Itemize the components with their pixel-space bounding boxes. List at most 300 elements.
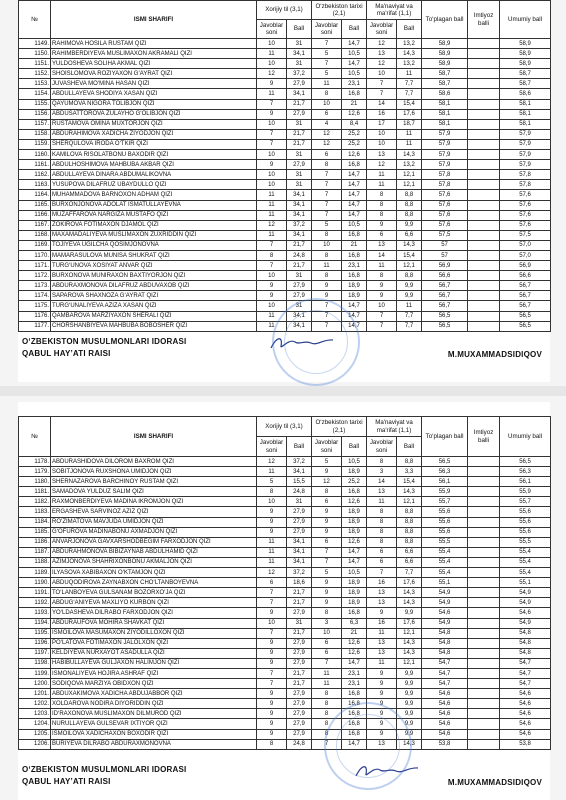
history-ball: 14,7 [342, 59, 367, 69]
history-ball: 18,9 [342, 517, 367, 527]
student-name: ABDUSATTOROVA ZULAYHO G‘OLIBJON QIZI [51, 109, 257, 119]
student-name: YUSUPOVA DILAFRUZ UBAYDULLO QIZI [51, 180, 257, 190]
total-points: 56,3 [422, 467, 468, 477]
table-row [19, 719, 551, 729]
student-name: SOBITJONOVA RUXSHONA UMIDJON QIZI [51, 467, 257, 477]
history-ball: 14,7 [342, 311, 367, 321]
total-points: 54,8 [422, 648, 468, 658]
overall-ball: 56,1 [500, 477, 551, 487]
history-correct: 11 [312, 679, 342, 689]
foreign-language-ball: 31 [287, 271, 312, 281]
history-ball: 18,9 [342, 507, 367, 517]
foreign-language-ball: 27,9 [287, 160, 312, 170]
spirituality-ball: 14,3 [397, 638, 422, 648]
total-points: 56,7 [422, 301, 468, 311]
foreign-language-ball: 27,9 [287, 699, 312, 709]
privilege-ball [468, 527, 500, 537]
privilege-ball [468, 291, 500, 301]
spirituality-ball: 9,9 [397, 220, 422, 230]
row-number: 1173. [19, 281, 51, 291]
history-ball: 12,6 [342, 648, 367, 658]
spirituality-correct: 9 [367, 281, 397, 291]
foreign-language-correct: 9 [257, 281, 287, 291]
spirituality-ball: 7,7 [397, 89, 422, 99]
foreign-language-correct: 11 [257, 547, 287, 557]
history-ball: 16,8 [342, 271, 367, 281]
history-correct: 10 [312, 628, 342, 638]
privilege-ball [468, 230, 500, 240]
privilege-ball [468, 628, 500, 638]
history-ball: 14,7 [342, 170, 367, 180]
foreign-language-ball: 21,7 [287, 679, 312, 689]
overall-ball: 54,8 [500, 648, 551, 658]
privilege-ball [468, 557, 500, 567]
total-points: 57,6 [422, 210, 468, 220]
history-correct: 9 [312, 598, 342, 608]
foreign-language-correct: 10 [257, 39, 287, 49]
foreign-language-correct: 7 [257, 139, 287, 149]
foreign-language-correct: 12 [257, 220, 287, 230]
foreign-language-correct: 11 [257, 200, 287, 210]
spirituality-ball: 12,1 [397, 170, 422, 180]
overall-ball: 57,0 [500, 250, 551, 260]
col-overall-header: Umumiy ball [500, 417, 551, 457]
history-ball: 18,9 [342, 598, 367, 608]
total-points: 54,9 [422, 618, 468, 628]
table-row [19, 638, 551, 648]
total-points: 56,5 [422, 457, 468, 467]
table-row [19, 568, 551, 578]
row-number: 1170. [19, 250, 51, 260]
privilege-ball [468, 699, 500, 709]
foreign-language-ball: 31 [287, 618, 312, 628]
history-ball: 16,8 [342, 160, 367, 170]
history-correct: 7 [312, 311, 342, 321]
spirituality-correct: 8 [367, 210, 397, 220]
history-ball: 23,1 [342, 679, 367, 689]
spirituality-correct: 11 [367, 180, 397, 190]
privilege-ball [468, 180, 500, 190]
privilege-ball [468, 210, 500, 220]
foreign-language-ball: 27,9 [287, 648, 312, 658]
student-name: ABDULHOSHIMOVA MAHBUBA AKBAR QIZI [51, 160, 257, 170]
overall-ball: 58,9 [500, 39, 551, 49]
privilege-ball [468, 311, 500, 321]
student-name: ABDULLAYEVA SHODIYA XASAN QIZI [51, 89, 257, 99]
table-row [19, 220, 551, 230]
history-correct: 7 [312, 200, 342, 210]
table-row [19, 119, 551, 129]
table-row [19, 668, 551, 678]
row-number: 1175. [19, 301, 51, 311]
total-points: 57,9 [422, 129, 468, 139]
student-name: ERGASHEVA SARVINOZ AZIZ QIZI [51, 507, 257, 517]
spirituality-ball: 13,2 [397, 160, 422, 170]
table-row [19, 261, 551, 271]
foreign-language-ball: 31 [287, 59, 312, 69]
spirituality-correct: 9 [367, 608, 397, 618]
spirituality-correct: 12 [367, 39, 397, 49]
overall-ball: 56,5 [500, 457, 551, 467]
foreign-language-ball: 31 [287, 180, 312, 190]
spirituality-correct: 11 [367, 170, 397, 180]
privilege-ball [468, 658, 500, 668]
history-ball: 16,8 [342, 689, 367, 699]
signer-name: M.MUXAMMADSIDIQOV [447, 778, 542, 787]
table-row [19, 291, 551, 301]
history-ball: 10,5 [342, 49, 367, 59]
student-name: TURG‘UNALIYEVA AZIZA XASAN QIZI [51, 301, 257, 311]
foreign-language-correct: 7 [257, 679, 287, 689]
spirituality-correct: 9 [367, 220, 397, 230]
page-separator [0, 386, 566, 396]
foreign-language-ball: 27,9 [287, 689, 312, 699]
history-ball: 16,8 [342, 699, 367, 709]
spirituality-correct: 7 [367, 79, 397, 89]
results-page-2 [18, 402, 550, 800]
row-number: 1162. [19, 170, 51, 180]
history-ball: 14,7 [342, 739, 367, 749]
row-number: 1152. [19, 69, 51, 79]
history-ball: 16,8 [342, 729, 367, 739]
history-correct: 10 [312, 99, 342, 109]
privilege-ball [468, 537, 500, 547]
spirituality-ball: 11 [397, 69, 422, 79]
foreign-language-ball: 37,2 [287, 568, 312, 578]
overall-ball: 57,0 [500, 240, 551, 250]
history-correct: 9 [312, 588, 342, 598]
history-correct: 7 [312, 59, 342, 69]
foreign-language-correct: 10 [257, 150, 287, 160]
total-points: 56,1 [422, 477, 468, 487]
table-row [19, 69, 551, 79]
row-number: 1197. [19, 648, 51, 658]
row-number: 1198. [19, 658, 51, 668]
history-ball: 16,8 [342, 608, 367, 618]
student-name: RAHIMBERDIYEVA MUSLIMAXON AKRAMALI QIZI [51, 49, 257, 59]
row-number: 1160. [19, 150, 51, 160]
stamp-icon [272, 298, 360, 386]
total-points: 54,6 [422, 699, 468, 709]
student-name: MAMARASULOVA MUNISA SHUKRAT QIZI [51, 250, 257, 260]
col-name-header: ISMI SHARIFI [51, 417, 257, 457]
overall-ball: 58,7 [500, 69, 551, 79]
foreign-language-ball: 34,1 [287, 557, 312, 567]
history-ball: 23,1 [342, 79, 367, 89]
results-page-1 [18, 0, 550, 382]
foreign-language-correct: 7 [257, 240, 287, 250]
spirituality-correct: 10 [367, 139, 397, 149]
history-ball: 12,6 [342, 109, 367, 119]
foreign-language-ball: 37,2 [287, 220, 312, 230]
overall-ball: 53,8 [500, 739, 551, 749]
spirituality-correct: 16 [367, 578, 397, 588]
overall-ball: 54,7 [500, 658, 551, 668]
spirituality-ball: 11 [397, 129, 422, 139]
history-correct: 6 [312, 537, 342, 547]
foreign-language-correct: 7 [257, 628, 287, 638]
spirituality-ball: 6,6 [397, 557, 422, 567]
row-number: 1154. [19, 89, 51, 99]
foreign-language-correct: 11 [257, 467, 287, 477]
spirituality-correct: 14 [367, 99, 397, 109]
foreign-language-correct: 7 [257, 129, 287, 139]
privilege-ball [468, 477, 500, 487]
privilege-ball [468, 150, 500, 160]
spirituality-ball: 15,4 [397, 477, 422, 487]
overall-ball: 57,9 [500, 139, 551, 149]
table-row [19, 250, 551, 260]
foreign-language-correct: 11 [257, 210, 287, 220]
subcol-correct: Javoblar soni [257, 437, 287, 457]
history-ball: 14,7 [342, 557, 367, 567]
privilege-ball [468, 547, 500, 557]
org-line-2: QABUL HAY’ATI RAISI [22, 777, 111, 786]
table-row [19, 180, 551, 190]
spirituality-ball: 7,7 [397, 568, 422, 578]
row-number: 1179. [19, 467, 51, 477]
row-number: 1196. [19, 638, 51, 648]
row-number: 1204. [19, 719, 51, 729]
foreign-language-ball: 27,9 [287, 638, 312, 648]
history-ball: 16,8 [342, 250, 367, 260]
table-header [19, 417, 551, 457]
row-number: 1177. [19, 321, 51, 331]
spirituality-ball: 8,8 [397, 507, 422, 517]
spirituality-correct: 8 [367, 537, 397, 547]
total-points: 55,7 [422, 497, 468, 507]
table-row [19, 729, 551, 739]
spirituality-correct: 8 [367, 200, 397, 210]
history-correct: 5 [312, 220, 342, 230]
foreign-language-correct: 9 [257, 689, 287, 699]
foreign-language-correct: 11 [257, 557, 287, 567]
overall-ball: 54,9 [500, 588, 551, 598]
table-row [19, 679, 551, 689]
foreign-language-ball: 27,9 [287, 79, 312, 89]
spirituality-ball: 8,8 [397, 527, 422, 537]
foreign-language-ball: 27,9 [287, 517, 312, 527]
history-correct: 9 [312, 281, 342, 291]
foreign-language-ball: 31 [287, 119, 312, 129]
col-spirituality-header: Ma'naviyat va ma'rifat (1,1) [367, 1, 422, 20]
student-name: NURULLAYEVA GULSEVAR IXTIYOR QIZI [51, 719, 257, 729]
history-ball: 12,6 [342, 497, 367, 507]
history-correct: 7 [312, 321, 342, 331]
spirituality-ball: 15,4 [397, 250, 422, 260]
student-name: ABDURAXMONOVA DILAFRUZ ABDUVAXOB QIZI [51, 281, 257, 291]
table-row [19, 39, 551, 49]
overall-ball: 55,6 [500, 527, 551, 537]
history-ball: 23,1 [342, 261, 367, 271]
history-correct: 10 [312, 240, 342, 250]
student-name: YO‘LDASHEVA DILRABO FARXODJON QIZI [51, 608, 257, 618]
total-points: 58,6 [422, 89, 468, 99]
student-name: ABDURAUFOVA MOHIRA SHAVKAT QIZI [51, 618, 257, 628]
total-points: 54,6 [422, 689, 468, 699]
history-ball: 10,5 [342, 568, 367, 578]
foreign-language-ball: 21,7 [287, 668, 312, 678]
total-points: 55,4 [422, 557, 468, 567]
overall-ball: 57,6 [500, 200, 551, 210]
row-number: 1190. [19, 578, 51, 588]
history-ball: 16,8 [342, 487, 367, 497]
foreign-language-ball: 34,1 [287, 311, 312, 321]
privilege-ball [468, 588, 500, 598]
spirituality-correct: 16 [367, 109, 397, 119]
history-ball: 14,7 [342, 210, 367, 220]
subcol-ball: Ball [342, 20, 367, 39]
table-row [19, 99, 551, 109]
history-correct: 7 [312, 170, 342, 180]
total-points: 54,7 [422, 668, 468, 678]
student-name: PO‘LATOVA FOTIMAXON JALOLXON QIZI [51, 638, 257, 648]
student-name: SHERQULOVA IRODA O‘TKIR QIZI [51, 139, 257, 149]
table-row [19, 709, 551, 719]
privilege-ball [468, 170, 500, 180]
spirituality-correct: 8 [367, 507, 397, 517]
col-spirituality-header: Ma'naviyat va ma'rifat (1,1) [367, 417, 422, 437]
history-correct: 7 [312, 658, 342, 668]
row-number: 1191. [19, 588, 51, 598]
spirituality-correct: 13 [367, 49, 397, 59]
history-ball: 8,4 [342, 119, 367, 129]
spirituality-ball: 9,9 [397, 291, 422, 301]
signature-block [22, 764, 542, 794]
history-correct: 8 [312, 729, 342, 739]
spirituality-correct: 8 [367, 517, 397, 527]
overall-ball: 54,6 [500, 689, 551, 699]
privilege-ball [468, 517, 500, 527]
student-name: QAYUMOVA NIGORA TOLIBJON QIZI [51, 99, 257, 109]
student-name: ISMOILOVA XADICHAXON BOXODIR QIZI [51, 729, 257, 739]
row-number: 1155. [19, 99, 51, 109]
total-points: 54,9 [422, 588, 468, 598]
row-number: 1200. [19, 679, 51, 689]
foreign-language-ball: 34,1 [287, 230, 312, 240]
foreign-language-correct: 10 [257, 271, 287, 281]
foreign-language-correct: 9 [257, 638, 287, 648]
overall-ball: 56,5 [500, 321, 551, 331]
history-ball: 16,8 [342, 719, 367, 729]
student-name: SODIQOVA MARZIYA OBIDXON QIZI [51, 679, 257, 689]
history-correct: 9 [312, 507, 342, 517]
foreign-language-correct: 9 [257, 699, 287, 709]
spirituality-ball: 14,3 [397, 598, 422, 608]
row-number: 1201. [19, 689, 51, 699]
spirituality-correct: 13 [367, 240, 397, 250]
spirituality-correct: 13 [367, 638, 397, 648]
foreign-language-ball: 37,2 [287, 69, 312, 79]
overall-ball: 57,6 [500, 210, 551, 220]
spirituality-ball: 9,9 [397, 719, 422, 729]
row-number: 1193. [19, 608, 51, 618]
row-number: 1156. [19, 109, 51, 119]
history-correct: 11 [312, 79, 342, 89]
spirituality-correct: 8 [367, 271, 397, 281]
overall-ball: 56,7 [500, 301, 551, 311]
history-correct: 9 [312, 527, 342, 537]
total-points: 56,5 [422, 321, 468, 331]
privilege-ball [468, 578, 500, 588]
foreign-language-correct: 10 [257, 119, 287, 129]
overall-ball: 54,9 [500, 618, 551, 628]
privilege-ball [468, 119, 500, 129]
spirituality-correct: 12 [367, 160, 397, 170]
privilege-ball [468, 250, 500, 260]
spirituality-ball: 9,9 [397, 608, 422, 618]
student-name: ABDULLAYEVA DINARA ABDUMALIKOVNA [51, 170, 257, 180]
row-number: 1159. [19, 139, 51, 149]
table-row [19, 467, 551, 477]
col-number-header: № [19, 417, 51, 457]
spirituality-correct: 13 [367, 739, 397, 749]
spirituality-correct: 3 [367, 467, 397, 477]
history-correct: 9 [312, 291, 342, 301]
row-number: 1202. [19, 699, 51, 709]
table-row [19, 160, 551, 170]
row-number: 1192. [19, 598, 51, 608]
foreign-language-ball: 31 [287, 150, 312, 160]
student-name: TO‘LANBOYEVA GULSANAM BOZORXO‘JA QIZI [51, 588, 257, 598]
history-ball: 18,9 [342, 291, 367, 301]
foreign-language-correct: 9 [257, 608, 287, 618]
overall-ball: 56,5 [500, 311, 551, 321]
spirituality-ball: 9,9 [397, 699, 422, 709]
overall-ball: 57,6 [500, 190, 551, 200]
foreign-language-correct: 9 [257, 79, 287, 89]
foreign-language-correct: 10 [257, 59, 287, 69]
spirituality-ball: 12,1 [397, 497, 422, 507]
overall-ball: 55,5 [500, 537, 551, 547]
foreign-language-correct: 5 [257, 477, 287, 487]
table-row [19, 89, 551, 99]
subcol-ball: Ball [397, 437, 422, 457]
total-points: 58,1 [422, 99, 468, 109]
history-ball: 18,9 [342, 467, 367, 477]
history-ball: 6,3 [342, 618, 367, 628]
table-row [19, 578, 551, 588]
overall-ball: 54,6 [500, 709, 551, 719]
privilege-ball [468, 109, 500, 119]
foreign-language-correct: 9 [257, 507, 287, 517]
foreign-language-correct: 9 [257, 517, 287, 527]
foreign-language-correct: 7 [257, 99, 287, 109]
student-name: G‘OFUROVA MADINABONU AXMADJON QIZI [51, 527, 257, 537]
history-ball: 14,7 [342, 547, 367, 557]
table-row [19, 129, 551, 139]
foreign-language-correct: 9 [257, 160, 287, 170]
spirituality-ball: 7,7 [397, 321, 422, 331]
row-number: 1151. [19, 59, 51, 69]
spirituality-ball: 12,1 [397, 180, 422, 190]
privilege-ball [468, 467, 500, 477]
spirituality-correct: 12 [367, 59, 397, 69]
table-row [19, 699, 551, 709]
spirituality-correct: 6 [367, 230, 397, 240]
history-correct: 12 [312, 129, 342, 139]
student-name: JUVASHEVA MO‘MINA HASAN QIZI [51, 79, 257, 89]
overall-ball: 58,1 [500, 119, 551, 129]
total-points: 54,6 [422, 709, 468, 719]
spirituality-correct: 11 [367, 628, 397, 638]
total-points: 57,9 [422, 160, 468, 170]
foreign-language-correct: 9 [257, 709, 287, 719]
student-name: MAXAMADALIYEVA MUSLIMAXON ZUXRIDDIN QIZI [51, 230, 257, 240]
foreign-language-correct: 11 [257, 230, 287, 240]
spirituality-ball: 8,8 [397, 517, 422, 527]
foreign-language-ball: 34,1 [287, 190, 312, 200]
